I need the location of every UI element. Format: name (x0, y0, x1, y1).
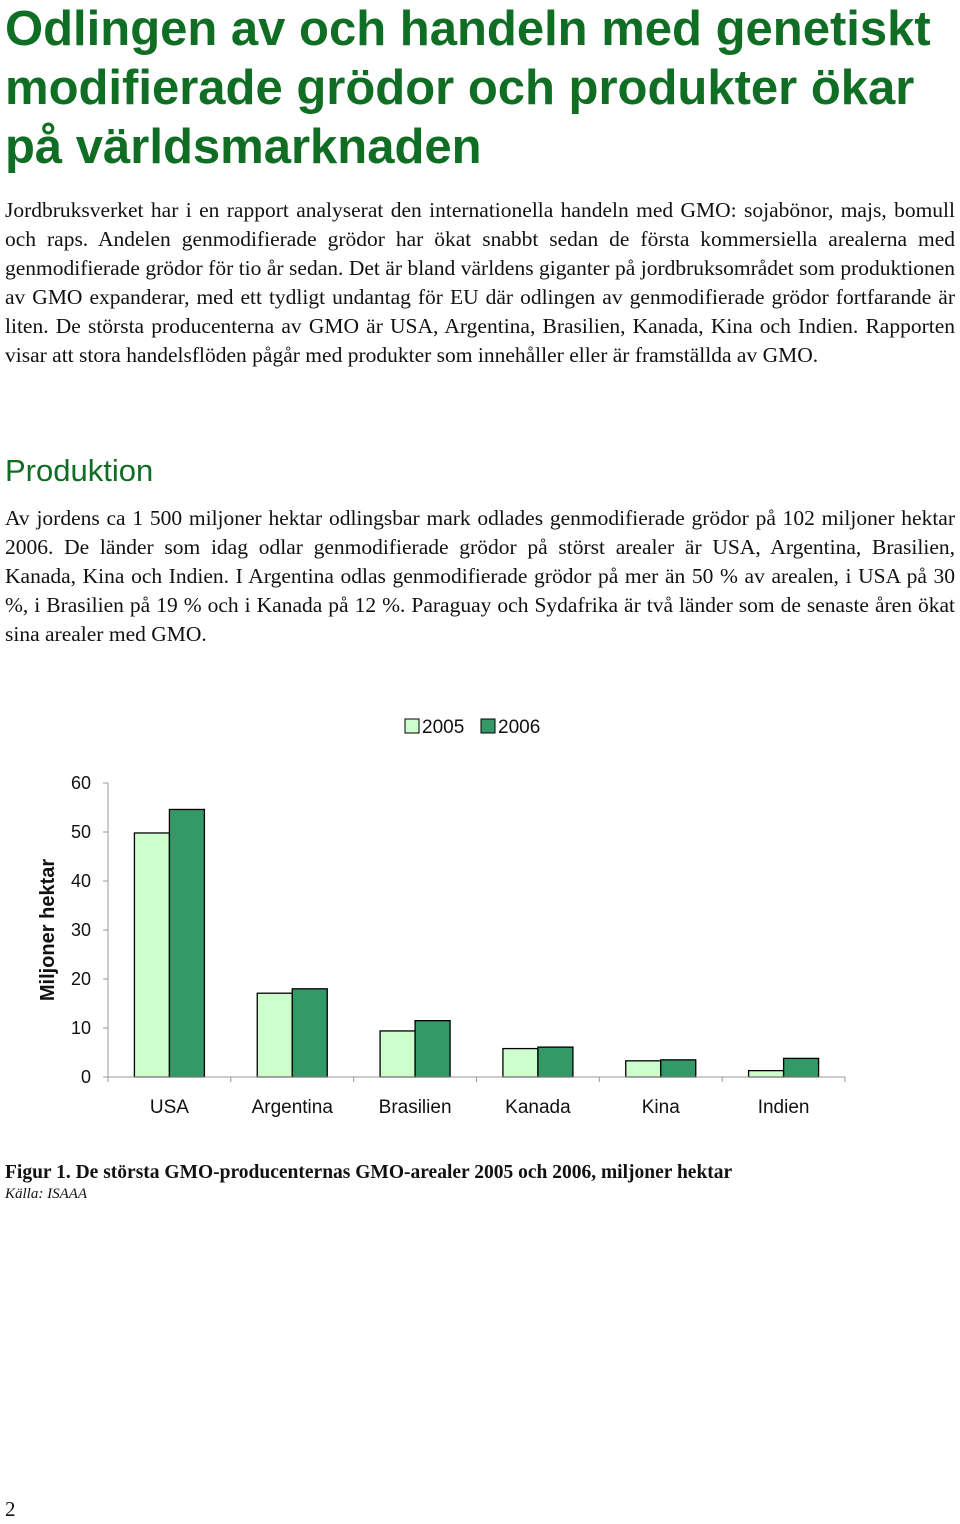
bar-2005-kanada (503, 1049, 538, 1077)
legend-label-2005: 2005 (422, 717, 465, 738)
bar-2005-kina (626, 1061, 661, 1077)
x-category-label: Indien (757, 1097, 810, 1118)
x-axis (108, 1077, 845, 1118)
bar-2006-kanada (538, 1047, 573, 1077)
production-paragraph: Av jordens ca 1 500 miljoner hektar odlingsbar mark odlades genmodifierade grödor på 102 miljoner hektar 2006. De länder som idag odlar genmodifierade grödor på störst arealer är USA, Argentina, Brasilien, Kanada, Kina och Indien. I Argentina odlas genmodifierade grödor på mer än 50 % av arealen, i USA på 30 %, i Brasilien på 19 % och i Kanada på 12 %. Paraguay och Sydafrika är två länder som de senaste åren ökat sina arealer med GMO. (5, 506, 955, 646)
bar-2005-argentina (257, 993, 292, 1077)
y-tick-label: 50 (70, 822, 91, 842)
y-tick-label: 20 (70, 969, 91, 989)
bar-2006-argentina (292, 989, 327, 1077)
bar-2005-indien (749, 1071, 784, 1077)
y-tick-label: 10 (70, 1018, 91, 1038)
y-tick-label: 0 (80, 1067, 91, 1087)
page-title: Odlingen av och handeln med genetiskt modifierade grödor och produkter ökar på världsmarknaden (5, 2, 931, 174)
x-category-label: Brasilien (378, 1097, 452, 1118)
x-category-label: USA (149, 1097, 189, 1118)
figure-source: Källa: ISAAA (5, 1186, 88, 1202)
bar-2005-usa (134, 833, 169, 1077)
bar-2005-brasilien (380, 1031, 415, 1077)
y-axis-title: Miljoner hektar (37, 858, 59, 1002)
page-number: 2 (5, 1497, 16, 1521)
section-heading-produktion: Produktion (5, 453, 154, 488)
x-category-label: Kanada (505, 1097, 571, 1118)
intro-paragraph: Jordbruksverket har i en rapport analyserat den internationella handeln med GMO: sojabönor, majs, bomull och raps. Andelen genmodifierade grödor har ökat snabbt sedan de första kommersiella arealerna med genmodifierade grödor för tio år sedan. Det är bland världens giganter på jordbruksområdet som produktionen av GMO expanderar, med ett tydligt undantag för EU där odlingen av genmodifierade grödor fortfarande är liten. De största producenterna av GMO är USA, Argentina, Brasilien, Kanada, Kina och Indien. Rapporten visar att stora handelsflöden pågår med produkter som innehåller eller är framställda av GMO. (5, 198, 955, 367)
x-category-label: Argentina (251, 1097, 333, 1118)
bar-2006-brasilien (415, 1021, 450, 1077)
y-tick-label: 40 (70, 871, 91, 891)
bar-2006-indien (784, 1058, 819, 1077)
legend-swatch-2005 (405, 719, 419, 733)
y-tick-label: 60 (70, 773, 91, 793)
y-axis (71, 773, 108, 1087)
legend-swatch-2006 (481, 719, 495, 733)
bar-2006-kina (661, 1060, 696, 1077)
chart-legend (405, 717, 540, 738)
bar-series (134, 809, 818, 1077)
bar-2006-usa (169, 809, 204, 1077)
figure-caption: Figur 1. De största GMO-producenternas GMO-arealer 2005 och 2006, miljoner hektar (5, 1162, 733, 1183)
bar-chart (0, 700, 960, 1140)
y-tick-label: 30 (70, 920, 91, 940)
legend-label-2006: 2006 (498, 717, 541, 738)
x-category-label: Kina (641, 1097, 680, 1118)
